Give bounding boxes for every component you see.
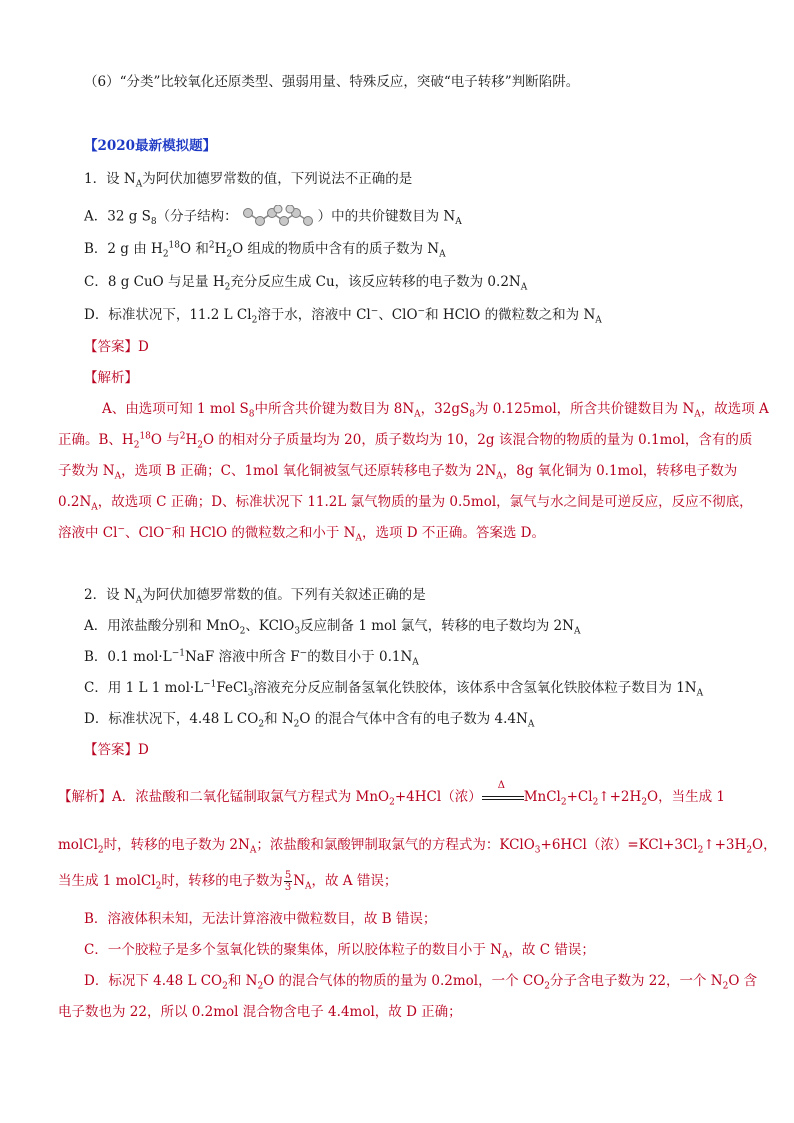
q2-explanation-line: 【解析】A．浓盐酸和二氧化锰制取氯气方程式为 MnO$_2$+4HCl（浓） Δ $MnCl_2+Cl_2↑+2H_2O$，当生成 1: [58, 779, 725, 808]
q2-option-a: A．用浓盐酸分别和 MnO$_2$、KClO$_3$反应制备 1 mol 氯气，转移的电子数均为 $2N_A$: [84, 618, 581, 637]
q2-option-d: D．标准状况下，4.48 L $CO_2$和 $N_2O$ 的混合气体中含有的电子数为 $4.4N_A$: [84, 711, 535, 730]
q2-explanation-line: B．溶液体积未知，无法计算溶液中微粒数目，故 B 错误；: [84, 911, 437, 927]
q2-answer: 【答案】D: [84, 742, 149, 758]
q1-explanation-line: A、由选项可知 1 mol $S_8$中所含共价键为数目为 $8N_A$，$32gS_8$为 0.125mol，所含共价键数目为 $N_A$，故选项 A: [102, 401, 769, 420]
q2-explanation-line: D．标况下 4.48 L $CO_2$和 $N_2O$ 的混合气体的物质的量为 0.2mol，一个 $CO_2$分子含电子数为 22，一个 $N_2O$ 含: [84, 973, 758, 992]
q2-option-b: B．0.1 $mol\cdot L^{-1}NaF$ 溶液中所含 F−的数目小于 $0.1N_A$: [84, 648, 419, 668]
q1-stem: 1．设 $N_A$为阿伏加德罗常数的值，下列说法不正确的是: [84, 171, 413, 190]
q1-explanation-line: 子数为 $N_A$，选项 B 正确；C、1mol 氧化铜被氢气还原转移电子数为 $2N_A$，8g 氧化铜为 0.1mol，转移电子数为: [58, 463, 738, 482]
q1-explanation-title: 【解析】: [84, 370, 138, 386]
q2-explanation-line: 当生成 1 molCl$_2$时，转移的电子数为 $\frac{5}{3}$ $N_A$，故 A 错误；: [58, 870, 398, 893]
q2-explanation-line: C．一个胶粒子是多个氢氧化铁的聚集体，所以胶体粒子的数目小于 $N_A$，故 C 错误；: [84, 942, 595, 961]
q1-option-d: D．标准状况下，11.2 L $Cl_2$溶于水，溶液中 Cl−、ClO−和 HClO 的微粒数之和为 $N_A$: [84, 306, 602, 326]
q1-explanation-line: 正确。B、$H_2^{18}O$ 与$^2H_2O$ 的相对分子质量均为 20，质子数均为 10，2g 该混合物的物质的量为 0.1mol，含有的质: [58, 431, 753, 451]
q1-option-c: C．8 g CuO 与足量 $H_2$充分反应生成 Cu，该反应转移的电子数为 $0.2N_A$: [84, 274, 528, 293]
q2-explanation-line: molCl$_2$时，转移的电子数为 $2N_A$；浓盐酸和氯酸钾制取氯气的方程式为：KClO$_3$+6HCl（浓）$=KCl+3Cl_2↑+3H_2O$，: [58, 837, 777, 856]
section-title: 【2020最新模拟题】: [84, 138, 217, 154]
s8-molecule-icon: [242, 205, 314, 229]
intro-line: （6）“分类”比较氧化还原类型、强弱用量、特殊反应，突破“电子转移”判断陷阱。: [84, 74, 580, 90]
q1-explanation-line: $0.2N_A$，故选项 C 正确；D、标准状况下 11.2L 氯气物质的量为 0.5mol，氯气与水之间是可逆反应，反应不彻底，: [58, 494, 753, 513]
q1-explanation-line: 溶液中 Cl−、ClO−和 HClO 的微粒数之和小于 $N_A$，选项 D 不正确。答案选 D。: [58, 524, 545, 544]
q2-explanation-line: 电子数也为 22，所以 0.2mol 混合物含电子 4.4mol，故 D 正确；: [58, 1004, 462, 1020]
heating-condition-sign: Δ: [482, 789, 524, 807]
q1-option-b: B．2 g 由 $H_2^{18}O$ 和$^2H_2O$ 组成的物质中含有的质子数为 $N_A$: [84, 240, 446, 260]
q1-option-a: A．32 g $S_8$（分子结构： ）中的共价键数目为 $N_A$: [84, 205, 462, 229]
fraction: $\frac{5}{3}$: [284, 870, 292, 893]
q1-answer: 【答案】D: [84, 339, 149, 355]
q2-option-c: C．用 1 L 1 $mol\cdot L^{-1}FeCl_3$溶液充分反应制备氢氧化铁胶体，该体系中含氢氧化铁胶体粒子数目为 $1N_A$: [84, 679, 704, 699]
q2-stem: 2．设 $N_A$为阿伏加德罗常数的值。下列有关叙述正确的是: [84, 587, 426, 606]
